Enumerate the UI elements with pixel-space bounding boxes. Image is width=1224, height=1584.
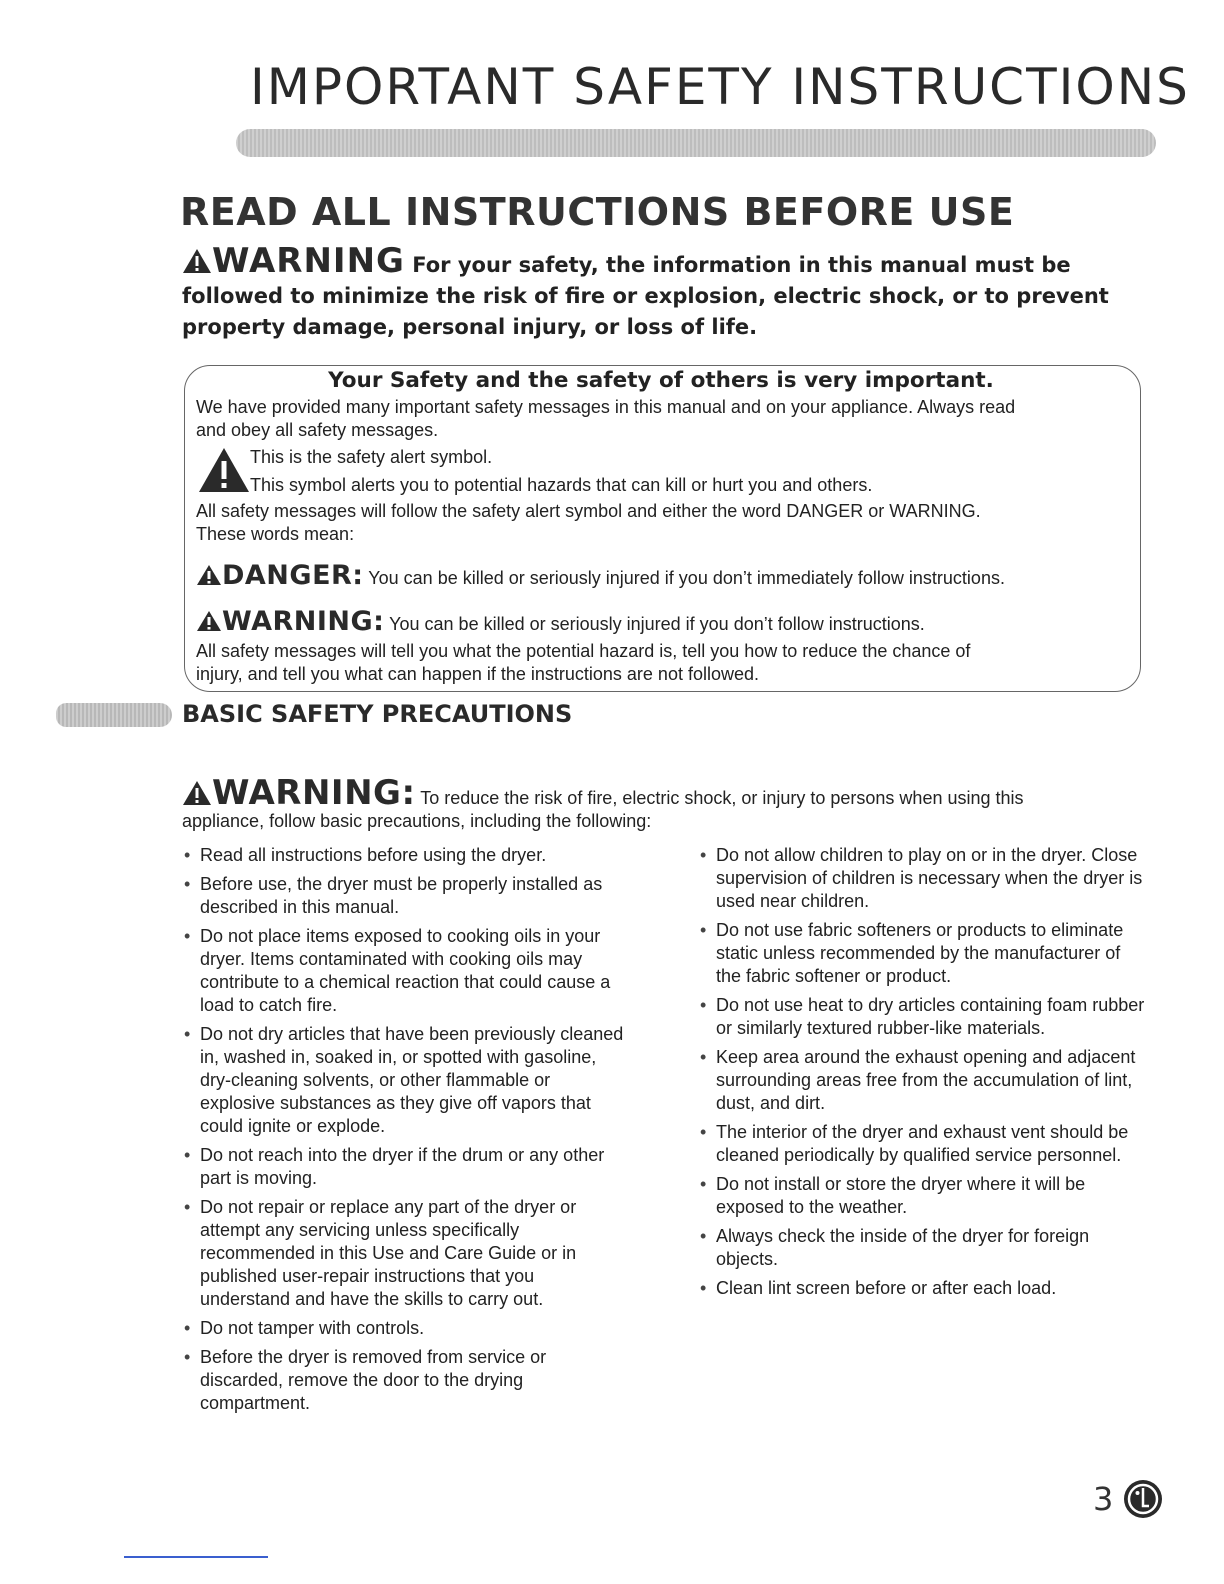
list-item: • Do not tamper with controls. xyxy=(182,1317,627,1340)
safety-box-line: These words mean: xyxy=(196,524,355,544)
basic-warning xyxy=(182,773,1142,833)
section-decorative-pill xyxy=(56,703,172,727)
read-all-heading: READ ALL INSTRUCTIONS BEFORE USE xyxy=(180,190,1015,234)
list-item: • Do not install or store the dryer where it will be exposed to the weather. xyxy=(698,1173,1148,1219)
safety-box-line: injury, and tell you what can happen if the instructions are not followed. xyxy=(196,664,760,684)
warning-word: WARNING: xyxy=(212,773,416,813)
list-item: • Do not use fabric softeners or products to eliminate static unless recommended by the manufacturer of the fabric softener or product. xyxy=(698,919,1148,988)
list-item: • Do not dry articles that have been previously cleaned in, washed in, soaked in, or spotted with gasoline, dry-cleaning solvents, or other flammable or explosive substances as they give off vapors that could ignite or explode. xyxy=(182,1023,627,1138)
warning-alert-icon xyxy=(182,780,212,806)
warning-alert-icon xyxy=(196,610,222,632)
warning-word: WARNING: xyxy=(222,606,385,637)
lg-logo-icon xyxy=(1122,1478,1164,1520)
page-number: 3 xyxy=(1093,1480,1114,1518)
basic-warning-text-line1: To reduce the risk of fire, electric shock, or injury to persons when using this xyxy=(420,788,1024,808)
danger-text: You can be killed or seriously injured if you don’t immediately follow instructions. xyxy=(368,568,1005,588)
safety-box-line: All safety messages will tell you what the potential hazard is, tell you how to reduce the chance of xyxy=(196,641,971,661)
warning-definition xyxy=(196,606,925,637)
safety-box-line: We have provided many important safety messages in this manual and on your appliance. Always read xyxy=(196,397,1016,417)
precautions-left-list xyxy=(182,844,627,1421)
list-item: • Read all instructions before using the dryer. xyxy=(182,844,627,867)
list-item: • Always check the inside of the dryer for foreign objects. xyxy=(698,1225,1148,1271)
list-item: • Do not use heat to dry articles containing foam rubber or similarly textured rubber-like materials. xyxy=(698,994,1148,1040)
title-decorative-bar xyxy=(236,129,1156,157)
list-item: • Do not allow children to play on or in the dryer. Close supervision of children is necessary when the dryer is used near children. xyxy=(698,844,1148,913)
list-item: • Before use, the dryer must be properly installed as described in this manual. xyxy=(182,873,627,919)
safety-alert-symbol-icon xyxy=(198,447,250,493)
list-item: • Keep area around the exhaust opening and adjacent surrounding areas free from the accumulation of lint, dust, and dirt. xyxy=(698,1046,1148,1115)
list-item: • The interior of the dryer and exhaust vent should be cleaned periodically by qualified service personnel. xyxy=(698,1121,1148,1167)
basic-warning-text-line2: appliance, follow basic precautions, including the following: xyxy=(182,811,652,831)
safety-box-line: and obey all safety messages. xyxy=(196,420,439,440)
section-title: BASIC SAFETY PRECAUTIONS xyxy=(182,700,573,728)
safety-box-heading: Your Safety and the safety of others is very important. xyxy=(328,368,994,393)
safety-symbol-line: This symbol alerts you to potential hazards that can kill or hurt you and others. xyxy=(250,475,873,495)
safety-alert-icon xyxy=(182,248,212,274)
danger-definition xyxy=(196,560,1005,591)
list-item: • Before the dryer is removed from service or discarded, remove the door to the drying compartment. xyxy=(182,1346,627,1415)
danger-word: DANGER: xyxy=(222,560,364,591)
warning-intro xyxy=(182,241,1142,343)
warning-word: WARNING xyxy=(212,241,405,281)
list-item: • Do not repair or replace any part of the dryer or attempt any servicing unless specifically recommended in this Use and Care Guide or in published user-repair instructions that you understand and have the skills to carry out. xyxy=(182,1196,627,1311)
list-item: • Do not place items exposed to cooking oils in your dryer. Items contaminated with cooking oils may contribute to a chemical reaction that could cause a load to catch fire. xyxy=(182,925,627,1017)
footer-rule xyxy=(124,1556,268,1558)
safety-box-line: All safety messages will follow the safety alert symbol and either the word DANGER or WARNING. xyxy=(196,501,981,521)
precautions-right-list xyxy=(698,844,1148,1306)
page-title: IMPORTANT SAFETY INSTRUCTIONS xyxy=(250,58,1190,116)
warning-text: You can be killed or seriously injured if you don’t follow instructions. xyxy=(389,614,925,634)
warning-intro-text: For your safety, the information in this manual must be followed to minimize the risk of fire or explosion, electric shock, or to prevent property damage, personal injury, or loss of life. xyxy=(182,253,1109,339)
safety-symbol-line: This is the safety alert symbol. xyxy=(250,447,493,467)
danger-alert-icon xyxy=(196,564,222,586)
list-item: • Do not reach into the dryer if the drum or any other part is moving. xyxy=(182,1144,627,1190)
list-item: • Clean lint screen before or after each load. xyxy=(698,1277,1148,1300)
